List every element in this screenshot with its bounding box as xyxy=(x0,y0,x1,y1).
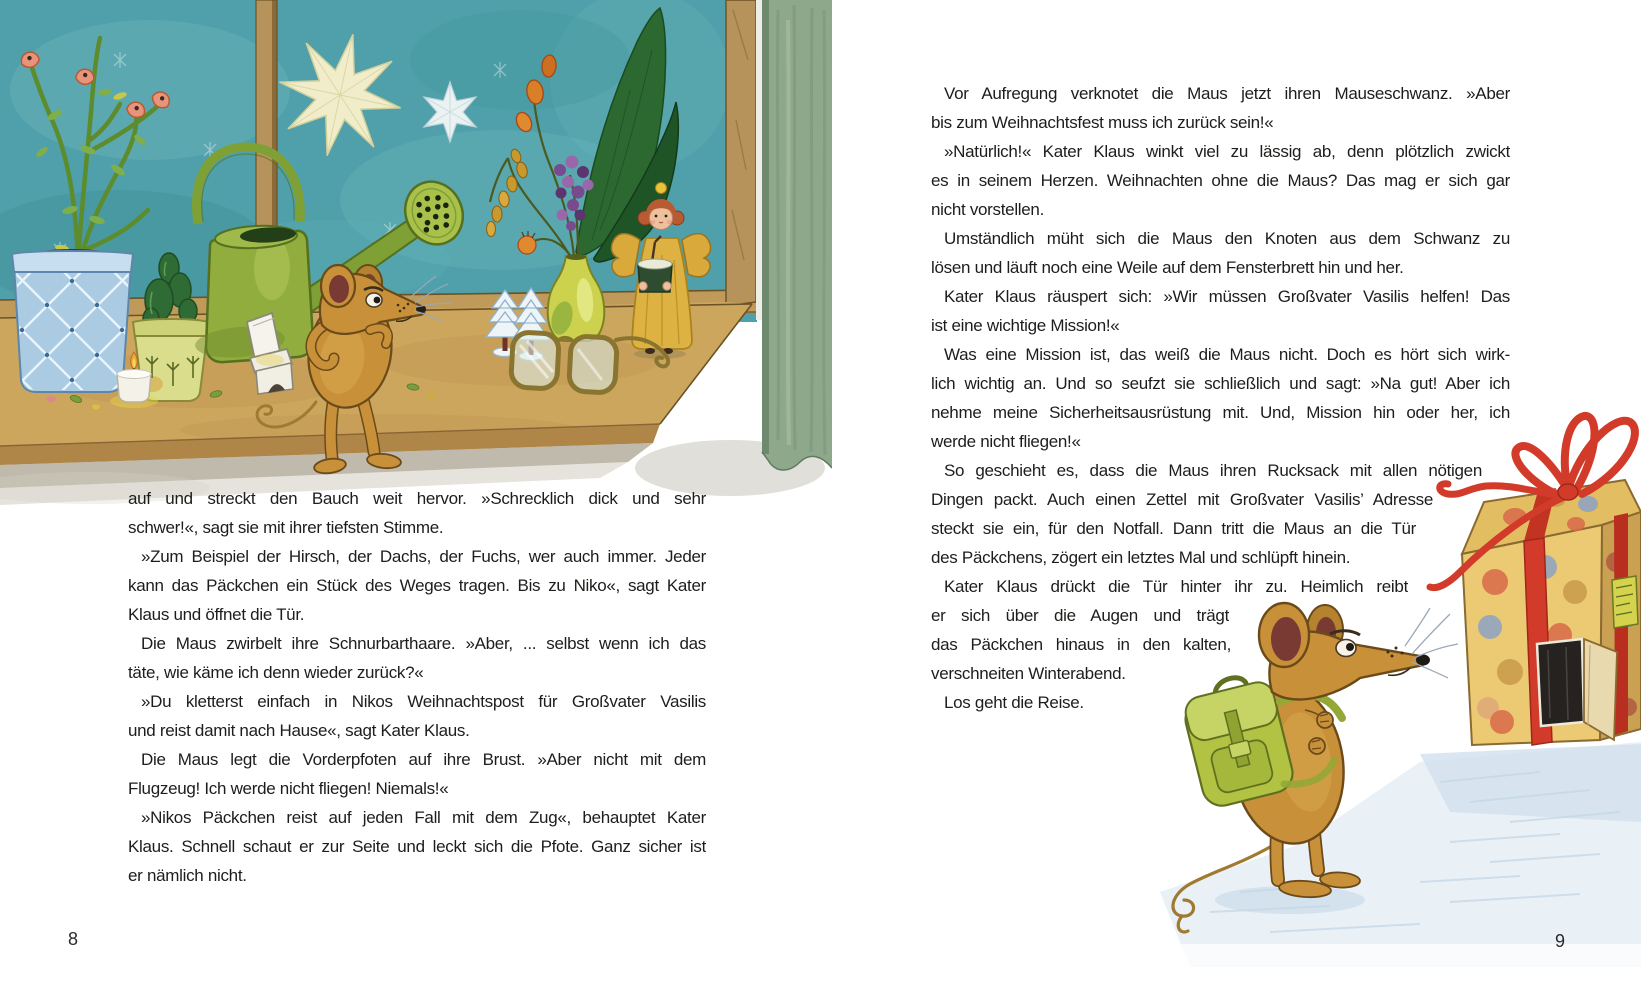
text-line: es in seinem Herzen. Weihnachten ohne die Maus? Das mag er sich gar xyxy=(931,171,1510,190)
text-line: und reist damit nach Hause«, sagt Kater Klaus. xyxy=(128,721,470,740)
curtain xyxy=(762,0,832,470)
text-line: täte, wie käme ich denn wieder zurück?« xyxy=(128,663,424,682)
left-page-text xyxy=(128,484,706,890)
illustration-windowsill-scene xyxy=(0,0,832,532)
right-page-text xyxy=(931,79,1510,717)
address-note xyxy=(1612,576,1638,628)
text-line: »Du kletterst einfach in Nikos Weihnachtspost für Großvater Vasilis xyxy=(141,692,706,711)
text-line: das Päckchen hinaus in den kalten, xyxy=(931,635,1231,654)
text-line: nicht vorstellen. xyxy=(931,200,1045,219)
text-line: Umständlich müht sich die Maus den Knoten aus dem Schwanz zu xyxy=(944,229,1510,248)
text-line: lösen und läuft noch eine Weile auf dem Fensterbrett hin und her. xyxy=(931,258,1404,277)
text-line: Die Maus legt die Vorderpfoten auf ihre Brust. »Aber nicht mit dem xyxy=(141,750,706,769)
text-line: werde nicht fliegen!« xyxy=(931,432,1081,451)
text-line: Vor Aufregung verknotet die Maus jetzt ihren Mauseschwanz. »Aber xyxy=(944,84,1510,103)
text-line: auf und streckt den Bauch weit hervor. »Schrecklich dick und sehr xyxy=(128,489,706,508)
text-line: kann das Päckchen ein Stück des Weges tragen. Bis zu Niko«, sagt Kater xyxy=(128,576,706,595)
text-line: Kater Klaus räuspert sich: »Wir müssen Großvater Vasilis helfen! Das xyxy=(944,287,1510,306)
text-line: nehme meine Sicherheitsausrüstung mit. Und, Mission hin oder her, ich xyxy=(931,403,1510,422)
text-line: Flugzeug! Ich werde nicht fliegen! Niemals!« xyxy=(128,779,449,798)
text-line: er sich über die Augen und trägt xyxy=(931,606,1229,625)
text-line: er nämlich nicht. xyxy=(128,866,247,885)
text-line: »Zum Beispiel der Hirsch, der Dachs, der Fuchs, wer auch immer. Jeder xyxy=(141,547,706,566)
text-line: des Päckchens, zögert ein letztes Mal und schlüpft hinein. xyxy=(931,548,1351,567)
text-line: Los geht die Reise. xyxy=(944,693,1084,712)
text-line: »Nikos Päckchen reist auf jeden Fall mit dem Zug«, behauptet Kater xyxy=(141,808,706,827)
text-line: verschneiten Winterabend. xyxy=(931,664,1126,683)
text-line: schwer!«, sagt sie mit ihrer tiefsten Stimme. xyxy=(128,518,444,537)
text-line: Klaus. Schnell schaut er zur Seite und leckt sich die Pfote. Ganz sicher ist xyxy=(128,837,706,856)
text-line: Was eine Mission ist, das weiß die Maus nicht. Doch es hört sich wirk- xyxy=(944,345,1510,364)
text-line: Kater Klaus drückt die Tür hinter ihr zu. Heimlich reibt xyxy=(944,577,1408,596)
text-line: »Natürlich!« Kater Klaus winkt viel zu lässig ab, denn plötzlich zwickt xyxy=(944,142,1510,161)
text-line: Die Maus zwirbelt ihre Schnurbarthaare. »Aber, ... selbst wenn ich das xyxy=(141,634,706,653)
blue-pot xyxy=(12,251,133,392)
text-line: Klaus und öffnet die Tür. xyxy=(128,605,305,624)
text-line: ist eine wichtige Mission!« xyxy=(931,316,1120,335)
page-number-right: 9 xyxy=(1555,931,1566,951)
text-line: lich wichtig an. Und so seufzt sie schließlich und sagt: »Na gut! Aber ich xyxy=(931,374,1510,393)
window-frame-right xyxy=(726,0,764,320)
page-number-left: 8 xyxy=(68,929,79,949)
text-line: steckt sie ein, für den Notfall. Dann tritt die Maus an die Tür xyxy=(931,519,1416,538)
text-line: bis zum Weihnachtsfest muss ich zurück sein!« xyxy=(931,113,1274,132)
text-line: Dingen packt. Auch einen Zettel mit Großvater Vasilis’ Adresse xyxy=(931,490,1433,509)
text-line: So geschieht es, dass die Maus ihren Rucksack mit allen nötigen xyxy=(944,461,1482,480)
